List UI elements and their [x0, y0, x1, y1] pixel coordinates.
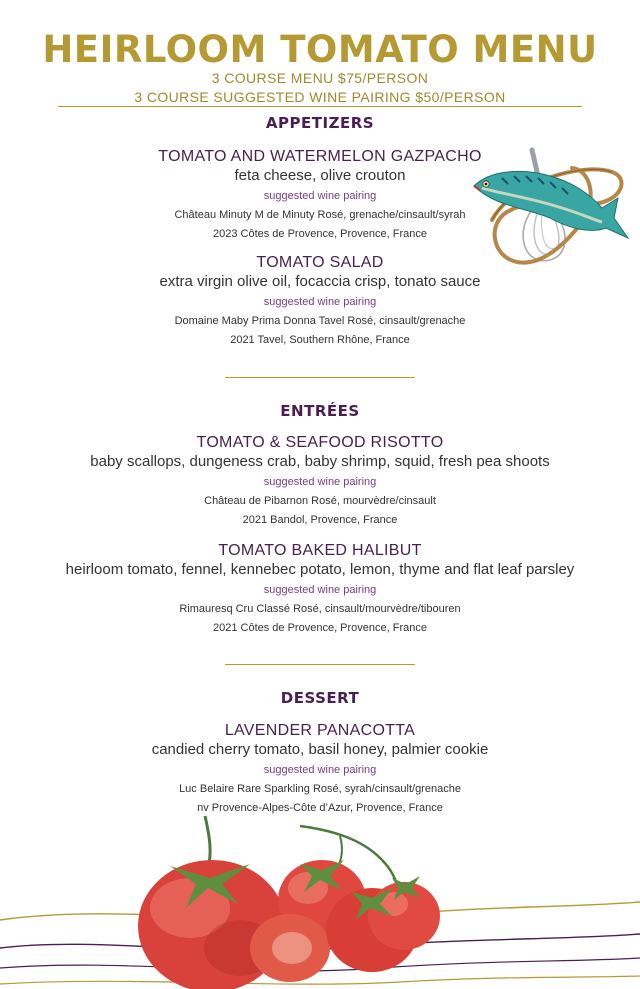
- dish-name: TOMATO AND WATERMELON GAZPACHO: [158, 148, 482, 165]
- pairing-label: suggested wine pairing: [263, 764, 377, 776]
- section-divider: [225, 377, 415, 378]
- dish-panacotta: [0, 721, 640, 818]
- wine-name: Rimauresq Cru Classé Rosé, cinsault/mourvèdre/tibouren: [179, 603, 461, 615]
- fish-whisk-illustration: [472, 142, 632, 272]
- wine-region: 2021 Tavel, Southern Rhône, France: [230, 334, 410, 346]
- dish-name: TOMATO & SEAFOOD RISOTTO: [196, 434, 444, 451]
- section-heading-dessert: DESSERT: [280, 689, 360, 707]
- dish-name: LAVENDER PANACOTTA: [224, 722, 416, 739]
- dish-description: heirloom tomato, fennel, kennebec potato, lemon, thyme and flat leaf parsley: [65, 561, 575, 578]
- section-heading-appetizers: APPETIZERS: [265, 114, 375, 132]
- wine-region: 2023 Côtes de Provence, Provence, France: [212, 228, 427, 240]
- pairing-label: suggested wine pairing: [263, 584, 377, 596]
- dish-name: TOMATO SALAD: [256, 254, 384, 271]
- tomato-vine-illustration: [0, 808, 640, 989]
- dish-description: candied cherry tomato, basil honey, palmier cookie: [151, 741, 489, 758]
- dish-description: baby scallops, dungeness crab, baby shrimp, squid, fresh pea shoots: [90, 453, 550, 470]
- pairing-label: suggested wine pairing: [263, 476, 377, 488]
- wine-name: Château Minuty M de Minuty Rosé, grenache/cinsault/syrah: [174, 209, 466, 221]
- header-rule: [58, 106, 582, 107]
- dish-halibut: [0, 541, 640, 638]
- dish-risotto: [0, 433, 640, 530]
- wine-region: nv Provence-Alpes-Côte d’Azur, Provence, France: [197, 802, 443, 814]
- wine-region: 2021 Bandol, Provence, France: [242, 514, 398, 526]
- dish-name: TOMATO BAKED HALIBUT: [218, 542, 422, 559]
- wine-name: Domaine Maby Prima Donna Tavel Rosé, cinsault/grenache: [174, 315, 466, 327]
- pairing-label: suggested wine pairing: [263, 190, 377, 202]
- wine-name: Château de Pibarnon Rosé, mourvèdre/cinsault: [204, 495, 436, 507]
- wine-name: Luc Belaire Rare Sparkling Rosé, syrah/cinsault/grenache: [179, 783, 461, 795]
- pairing-label: suggested wine pairing: [263, 296, 377, 308]
- section-divider: [225, 664, 415, 665]
- section-heading-entrees: ENTRÉES: [280, 402, 360, 420]
- wine-pairing-price-line: 3 COURSE SUGGESTED WINE PAIRING $50/PERSON: [134, 89, 506, 105]
- menu-title: HEIRLOOM TOMATO MENU: [42, 28, 598, 71]
- wine-region: 2021 Côtes de Provence, Provence, France: [212, 622, 427, 634]
- dish-description: extra virgin olive oil, focaccia crisp, tonato sauce: [159, 273, 481, 290]
- dish-description: feta cheese, olive crouton: [234, 167, 406, 184]
- menu-price-line: 3 COURSE MENU $75/PERSON: [211, 70, 429, 86]
